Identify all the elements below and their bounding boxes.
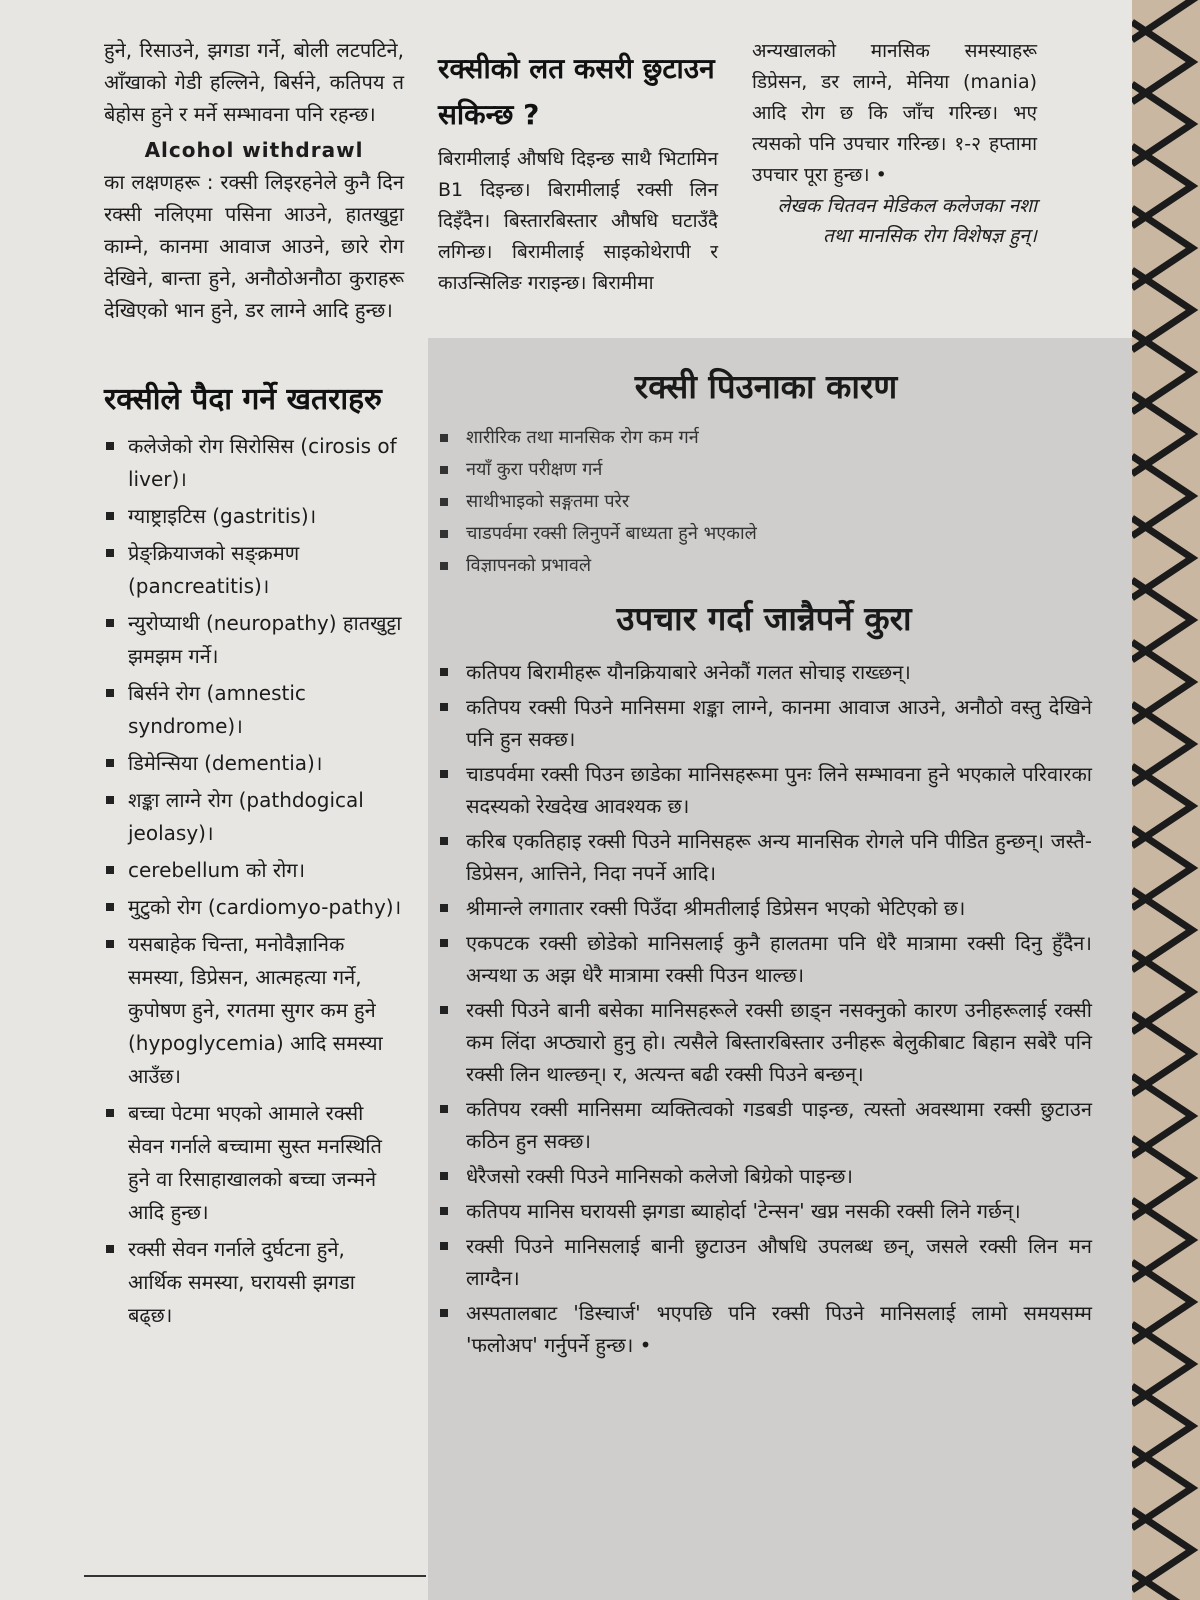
left-column [104,34,404,1336]
divider [84,1575,426,1577]
treatment-section [436,592,1092,1364]
causes-list [436,422,1096,582]
risk-list [104,430,404,1332]
risk-item: रक्सी सेवन गर्नाले दुर्घटना हुने, आर्थिक समस्या, घरायसी झगडा बढ्छ। [104,1233,404,1332]
treatment-item: चाडपर्वमा रक्सी पिउन छाडेका मानिसहरूमा पुनः लिने सम्भावना हुने भएकाले परिवारका सदस्यको रेखदेख आवश्यक छ। [436,758,1092,822]
treatment-item: श्रीमान्ले लगातार रक्सी पिउँदा श्रीमतीलाई डिप्रेसन भएको भेटिएको छ। [436,892,1092,924]
fabric-background [1132,0,1200,1600]
intro-paragraph: हुने, रिसाउने, झगडा गर्ने, बोली लटपटिने, आँखाको गेडी हल्लिने, बिर्सने, कतिपय त बेहोस हुने र मर्ने सम्भावना पनि रहन्छ। [104,38,404,126]
risk-item: प्रेङ्क्रियाजको सङ्क्रमण (pancreatitis)। [104,537,404,603]
quit-heading: रक्सीको लत कसरी छुटाउन सकिन्छ ? [438,52,715,131]
treatment-item: कतिपय रक्सी पिउने मानिसमा शङ्का लाग्ने, कानमा आवाज आउने, अनौठो वस्तु देखिने पनि हुन सक्छ। [436,691,1092,755]
treatment-item: धेरैजसो रक्सी पिउने मानिसको कलेजो बिग्रेको पाइन्छ। [436,1160,1092,1192]
mental-text: अन्यखालको मानसिक समस्याहरू डिप्रेसन, डर लाग्ने, मेनिया (mania) आदि रोग छ कि जाँच गरिन्छ। भए त्यसको पनि उपचार गरिन्छ। १-२ हप्तामा उपचार पूरा हुन्छ। • [752,40,1037,186]
zigzag-pattern [1132,0,1200,1600]
risk-item: डिमेन्सिया (dementia)। [104,747,404,780]
risk-item: यसबाहेक चिन्ता, मनोवैज्ञानिक समस्या, डिप्रेसन, आत्महत्या गर्ने, कुपोषण हुने, रगतमा सुगर कम हुने (hypoglycemia) आदि समस्या आउँछ। [104,928,404,1093]
middle-column [438,46,718,299]
quit-text: बिरामीलाई औषधि दिइन्छ साथै भिटामिन B1 दिइन्छ। बिरामीलाई रक्सी लिन दिइँदैन। बिस्तारबिस्तार औषधि घटाउँदै लगिन्छ। बिरामीलाई साइकोथेरापी र काउन्सिलिङ गराइन्छ। बिरामीमा [438,148,718,294]
risk-item: मुटुको रोग (cardiomyo-pathy)। [104,891,404,924]
treatment-item: कतिपय बिरामीहरू यौनक्रियाबारे अनेकौं गलत सोचाइ राख्छन्। [436,656,1092,688]
cause-item: विज्ञापनको प्रभावले [436,550,1096,582]
treatment-item: कतिपय मानिस घरायसी झगडा ब्याहोर्दा 'टेन्सन' खप्न नसकी रक्सी लिने गर्छन्। [436,1195,1092,1227]
causes-heading: रक्सी पिउनाका कारण [634,367,898,406]
withdrawal-heading: Alcohol withdrawl [144,138,364,162]
risk-heading: रक्सीले पैदा गर्ने खतराहरु [104,382,382,417]
treatment-item: रक्सी पिउने बानी बसेका मानिसहरूले रक्सी छाड्न नसक्नुको कारण उनीहरूलाई रक्सी कम लिंदा अप्ठ्यारो हुनु हो। त्यसैले बिस्तारबिस्तार उनीहरू बेलुकीबाट बिहान सबेरै पनि रक्सी लिन थाल्छन्। र, अत्यन्त बढी रक्सी पिउने बन्छन्। [436,994,1092,1090]
cause-item: नयाँ कुरा परीक्षण गर्न [436,454,1096,486]
author-note: लेखक चितवन मेडिकल कलेजका नशा तथा मानसिक रोग विशेषज्ञ हुन्। [777,195,1037,247]
risk-item: शङ्का लाग्ने रोग (pathdogical jeolasy)। [104,784,404,850]
risk-item: कलेजेको रोग सिरोसिस (cirosis of liver)। [104,430,404,496]
right-column [752,36,1037,251]
cause-item: चाडपर्वमा रक्सी लिनुपर्ने बाध्यता हुने भएकाले [436,518,1096,550]
risk-item: बच्चा पेटमा भएको आमाले रक्सी सेवन गर्नाले बच्चामा सुस्त मनस्थिति हुने वा रिसाहाखालको बच्चा जन्मने आदि हुन्छ। [104,1097,404,1229]
treatment-heading: उपचार गर्दा जान्नैपर्ने कुरा [616,599,912,638]
risk-item: ग्याष्ट्राइटिस (gastritis)। [104,500,404,533]
treatment-item: रक्सी पिउने मानिसलाई बानी छुटाउन औषधि उपलब्ध छन्, जसले रक्सी लिन मन लाग्दैन। [436,1230,1092,1294]
treatment-item: कतिपय रक्सी मानिसमा व्यक्तित्वको गडबडी पाइन्छ, त्यस्तो अवस्थामा रक्सी छुटाउन कठिन हुन सक्छ। [436,1093,1092,1157]
treatment-item: करिब एकतिहाइ रक्सी पिउने मानिसहरू अन्य मानसिक रोगले पनि पीडित हुन्छन्। जस्तै- डिप्रेसन, आत्तिने, निदा नपर्ने आदि। [436,825,1092,889]
risk-item: न्युरोप्याथी (neuropathy) हातखुट्टा झमझम गर्ने। [104,607,404,673]
treatment-list [436,656,1092,1361]
cause-item: शारीरिक तथा मानसिक रोग कम गर्न [436,422,1096,454]
cause-item: साथीभाइको सङ्गतमा परेर [436,486,1096,518]
causes-section [436,360,1096,582]
treatment-item: अस्पतालबाट 'डिस्चार्ज' भएपछि पनि रक्सी पिउने मानिसलाई लामो समयसम्म 'फलोअप' गर्नुपर्ने हुन्छ। • [436,1297,1092,1361]
risk-item: बिर्सने रोग (amnestic syndrome)। [104,677,404,743]
treatment-item: एकपटक रक्सी छोडेको मानिसलाई कुनै हालतमा पनि धेरै मात्रामा रक्सी दिनु हुँदैन। अन्यथा ऊ अझ धेरै मात्रामा रक्सी पिउन थाल्छ। [436,927,1092,991]
withdrawal-text: का लक्षणहरू : रक्सी लिइरहनेले कुनै दिन रक्सी नलिएमा पसिना आउने, हातखुट्टा काम्ने, कानमा आवाज आउने, छारे रोग देखिने, बान्ता हुने, अनौठोअनौठा कुराहरू देखिएको भान हुने, डर लाग्ने आदि हुन्छ। [104,170,404,322]
risk-item: cerebellum को रोग। [104,854,404,887]
withdrawal-paragraph [104,134,404,326]
